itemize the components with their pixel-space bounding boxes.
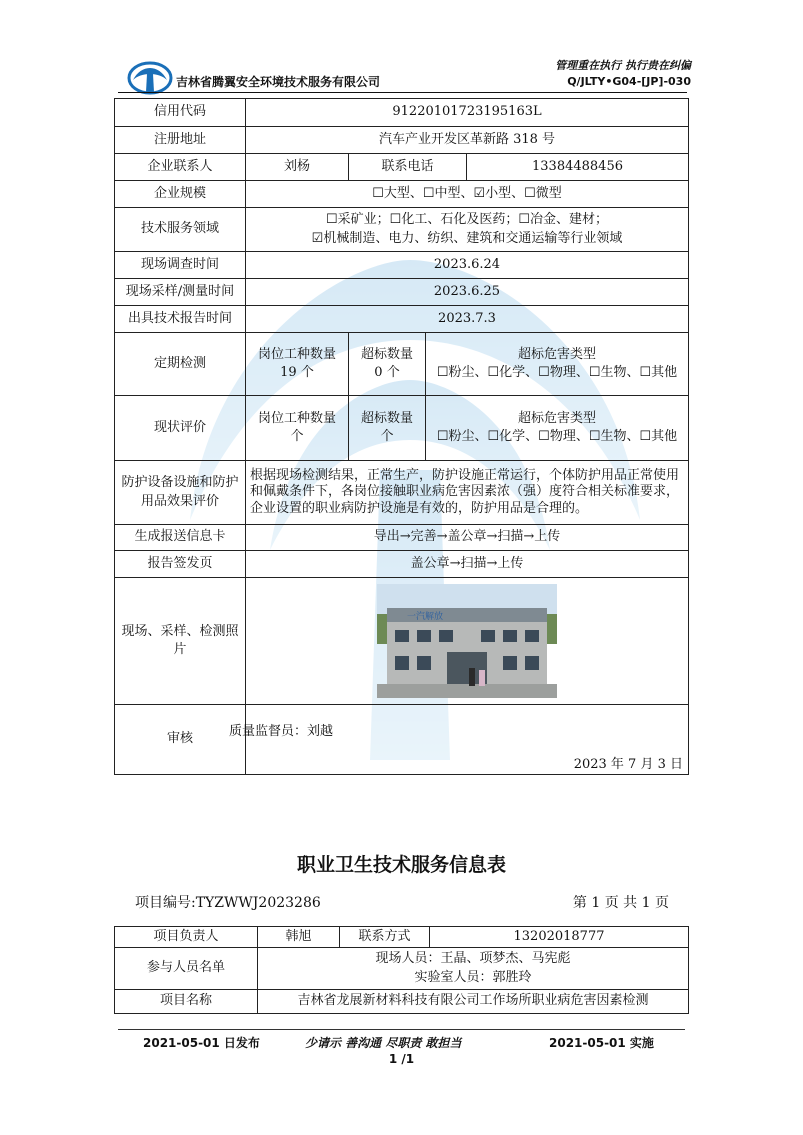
credit-code-label: 信用代码 [115, 99, 246, 127]
sampling-date: 2023.6.25 [246, 279, 689, 306]
leader-label: 项目负责人 [115, 927, 258, 948]
project-number: 项目编号:TYZWWJ2023286 [135, 895, 321, 911]
contact-method-value: 13202018777 [430, 927, 689, 948]
report-label: 出具技术报告时间 [115, 306, 246, 333]
members-label: 参与人员名单 [115, 948, 258, 990]
project-name-label: 项目名称 [115, 990, 258, 1014]
contact-label: 企业联系人 [115, 154, 246, 181]
scale-label: 企业规模 [115, 181, 246, 208]
field-line-1: ☐采矿业；☐化工、石化及医药；☐冶金、建材； [326, 212, 608, 228]
members-lab: 实验室人员：郭胜玲 [414, 969, 532, 985]
svg-text:一汽解放: 一汽解放 [407, 612, 444, 622]
header-slogan: 管理重在执行 执行贵在纠偏 [555, 59, 691, 72]
phone-value: 13384488456 [467, 154, 689, 181]
address-value: 汽车产业开发区革新路 318 号 [246, 127, 689, 154]
service-info-table [114, 926, 689, 1014]
page-number: 1 /1 [388, 1052, 415, 1066]
contact-method-label: 联系方式 [340, 927, 430, 948]
address-label: 注册地址 [115, 127, 246, 154]
enterprise-info-table [114, 98, 689, 775]
sampling-label: 现场采样/测量时间 [115, 279, 246, 306]
hazard-title: 超标危害类型 [517, 346, 596, 362]
survey-date: 2023.6.24 [246, 252, 689, 279]
review-label: 审核 [115, 705, 246, 775]
members-field: 现场人员：王晶、项梦杰、马宪彪 [375, 951, 571, 967]
phone-label: 联系电话 [349, 154, 467, 181]
effective-date: 2021-05-01 实施 [549, 1036, 654, 1050]
publish-date: 2021-05-01 日发布 [143, 1036, 260, 1050]
leader-value: 韩旭 [258, 927, 340, 948]
project-name-value: 吉林省龙展新材料科技有限公司工作场所职业病危害因素检测 [258, 990, 689, 1014]
scale-value: ☐大型、☐中型、☑小型、☐微型 [246, 181, 689, 208]
supervisor: 质量监督员：刘越 [229, 724, 334, 739]
footer-motto: 少请示 善沟通 尽职责 敢担当 [305, 1036, 462, 1050]
status-label: 现状评价 [115, 396, 246, 461]
page-header [0, 0, 803, 98]
status-posts: 岗位工种数量 个 [246, 396, 349, 461]
members-value [258, 948, 689, 990]
sign-flow: 盖公章→扫描→上传 [246, 551, 689, 578]
photo-cell [246, 578, 689, 705]
protect-text: 根据现场检测结果，正常生产，防护设施正常运行，个体防护用品正常使用和佩戴条件下，各岗位接触职业病危害因素浓（强）度符合相关标准要求，企业设置的职业病防护设施是有效的，防护用品是合理的。 [246, 461, 689, 525]
periodic-hazard [426, 333, 689, 396]
company-name: 吉林省腾翼安全环境技术服务有限公司 [176, 75, 381, 89]
field-line-2: ☑机械制造、电力、纺织、建筑和交通运输等行业领域 [311, 230, 623, 246]
hazard-types: ☐粉尘、☐化学、☐物理、☐生物、☐其他 [436, 365, 678, 380]
photo-label: 现场、采样、检测照片 [115, 578, 246, 705]
periodic-exceed: 超标数量 0 个 [349, 333, 426, 396]
sign-label: 报告签发页 [115, 551, 246, 578]
contact-value: 刘杨 [246, 154, 349, 181]
report-date: 2023.7.3 [246, 306, 689, 333]
card-label: 生成报送信息卡 [115, 525, 246, 551]
status-hazard [426, 396, 689, 461]
status-hazard-types: ☐粉尘、☐化学、☐物理、☐生物、☐其他 [436, 429, 678, 444]
credit-code-value: 91220101723195163L [246, 99, 689, 127]
site-photo [377, 584, 557, 698]
field-value [246, 208, 689, 252]
document-number: Q/JLTY•G04-[JP]-030 [567, 75, 691, 88]
status-exceed: 超标数量 个 [349, 396, 426, 461]
header-divider [118, 92, 687, 93]
form-title: 职业卫生技术服务信息表 [296, 854, 506, 876]
company-logo [127, 56, 173, 96]
review-date: 2023 年 7 月 3 日 [573, 757, 683, 772]
card-flow: 导出→完善→盖公章→扫描→上传 [246, 525, 689, 551]
page-info: 第 1 页 共 1 页 [572, 895, 669, 911]
footer-divider [118, 1029, 685, 1030]
protect-label: 防护设备设施和防护用品效果评价 [115, 461, 246, 525]
periodic-label: 定期检测 [115, 333, 246, 396]
field-label: 技术服务领域 [115, 208, 246, 252]
periodic-posts: 岗位工种数量 19 个 [246, 333, 349, 396]
survey-label: 现场调查时间 [115, 252, 246, 279]
status-hazard-title: 超标危害类型 [517, 410, 596, 426]
